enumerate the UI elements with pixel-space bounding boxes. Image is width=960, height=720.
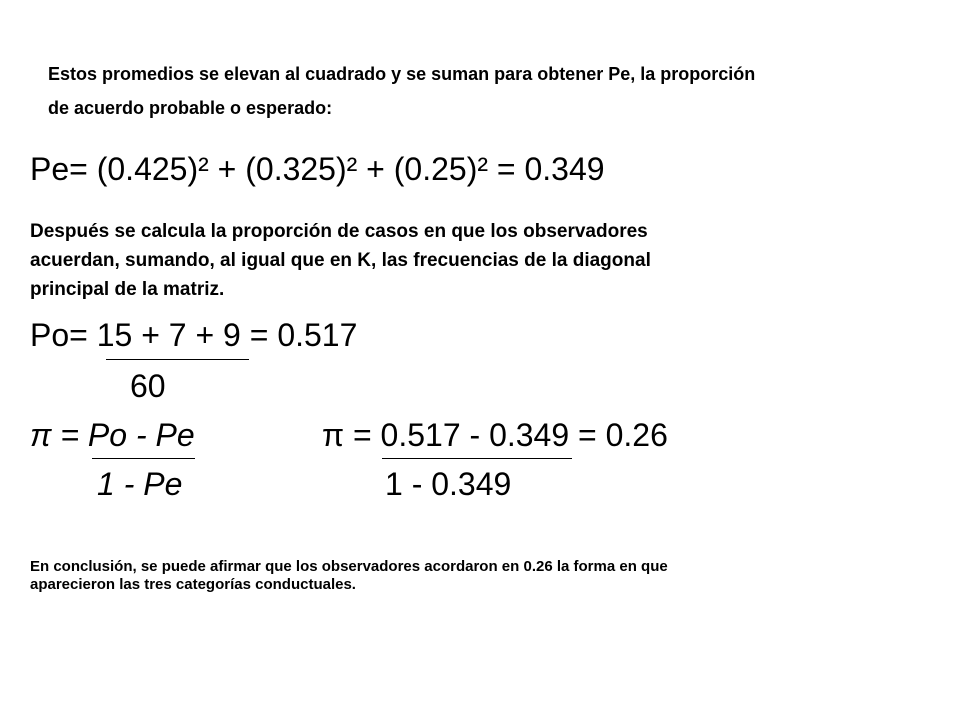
po-formula-denominator: 60	[130, 368, 166, 404]
paragraph-line-3: principal de la matriz.	[30, 279, 225, 300]
po-fraction-bar	[106, 359, 249, 360]
pi-general-denominator: 1 - Pe	[97, 466, 183, 502]
pi-numeric-fraction-bar	[382, 458, 572, 459]
paragraph-line-1: Después se calcula la proporción de casos en que los observadores	[30, 221, 648, 242]
conclusion-line-1: En conclusión, se puede afirmar que los observadores acordaron en 0.26 la forma en que	[30, 558, 668, 575]
intro-line-2: de acuerdo probable o esperado:	[48, 98, 333, 118]
pi-general-numerator: π = Po - Pe	[30, 417, 195, 453]
pe-formula: Pe= (0.425)² + (0.325)² + (0.25)² = 0.349	[30, 151, 605, 187]
paragraph-line-2: acuerdan, sumando, al igual que en K, las frecuencias de la diagonal	[30, 250, 651, 271]
pi-general-fraction-bar	[92, 458, 195, 459]
po-formula-numerator: Po= 15 + 7 + 9 = 0.517	[30, 317, 358, 353]
conclusion-line-2: aparecieron las tres categorías conductuales.	[30, 576, 356, 593]
intro-line-1: Estos promedios se elevan al cuadrado y se suman para obtener Pe, la proporción	[48, 64, 756, 84]
pi-numeric-numerator: π = 0.517 - 0.349 = 0.26	[322, 417, 668, 453]
pi-numeric-denominator: 1 - 0.349	[385, 466, 512, 502]
